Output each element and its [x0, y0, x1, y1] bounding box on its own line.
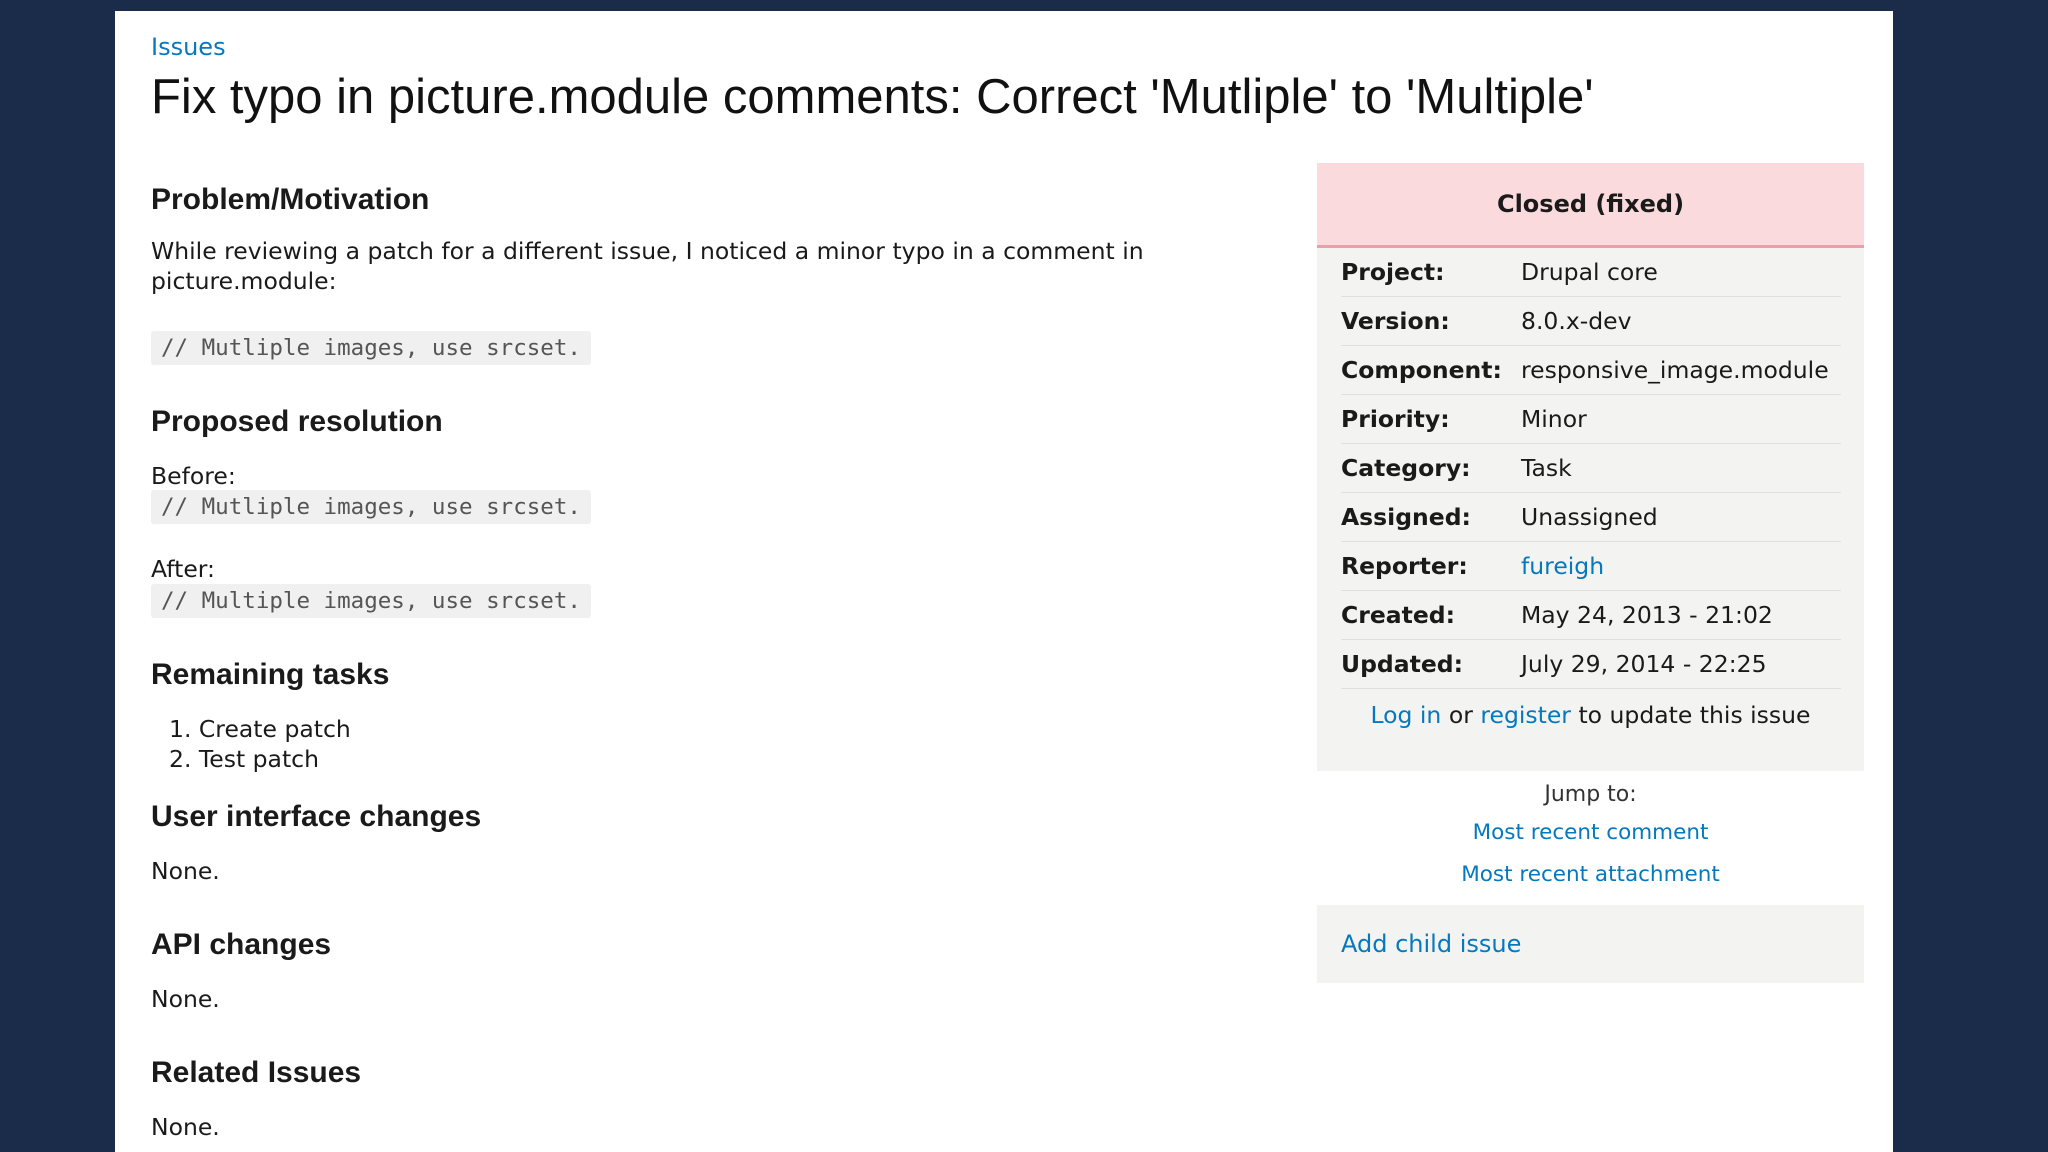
reporter-link[interactable]: fureigh	[1521, 552, 1605, 580]
api-changes-text: None.	[151, 985, 220, 1013]
meta-value: responsive_image.module	[1521, 356, 1829, 384]
ui-changes-text: None.	[151, 857, 220, 885]
meta-row-component	[1341, 346, 1841, 395]
related-heading: Related Issues	[151, 1056, 362, 1089]
add-child-issue-link[interactable]: Add child issue	[1341, 930, 1522, 958]
api-changes-heading: API changes	[151, 928, 332, 961]
jump-to-label: Jump to:	[1544, 782, 1637, 807]
meta-value: Unassigned	[1521, 503, 1658, 531]
most-recent-comment-link[interactable]: Most recent comment	[1472, 820, 1709, 845]
before-code: // Mutliple images, use srcset.	[151, 490, 591, 524]
page-title: Fix typo in picture.module comments: Correct 'Mutliple' to 'Multiple'	[151, 70, 1594, 124]
resolution-heading: Proposed resolution	[151, 405, 443, 438]
ui-changes-heading: User interface changes	[151, 800, 482, 833]
add-child-issue-box	[1317, 905, 1864, 983]
meta-label: Reporter:	[1341, 552, 1468, 580]
meta-label: Version:	[1341, 307, 1450, 335]
meta-row-project	[1341, 248, 1841, 297]
meta-value: July 29, 2014 - 22:25	[1521, 650, 1767, 678]
most-recent-attachment-link[interactable]: Most recent attachment	[1461, 862, 1720, 887]
meta-value: 8.0.x-dev	[1521, 307, 1632, 335]
meta-label: Priority:	[1341, 405, 1450, 433]
problem-code: // Mutliple images, use srcset.	[151, 331, 591, 365]
meta-label: Created:	[1341, 601, 1456, 629]
update-issue-line	[1317, 701, 1864, 729]
breadcrumb-issues-link[interactable]: Issues	[151, 33, 226, 61]
register-link[interactable]: register	[1480, 701, 1571, 729]
update-suffix-text: to update this issue	[1578, 701, 1811, 729]
jump-to	[1317, 778, 1864, 896]
issue-metadata	[1317, 248, 1864, 771]
before-label: Before:	[151, 462, 236, 490]
meta-row-reporter	[1341, 542, 1841, 591]
meta-value: Drupal core	[1521, 258, 1658, 286]
meta-row-version	[1341, 297, 1841, 346]
meta-value: Task	[1521, 454, 1572, 482]
meta-row-updated	[1341, 640, 1841, 689]
task-item: 1. Create patch	[169, 715, 351, 743]
meta-label: Assigned:	[1341, 503, 1471, 531]
meta-label: Component:	[1341, 356, 1502, 384]
meta-label: Updated:	[1341, 650, 1463, 678]
status-box	[1317, 163, 1864, 248]
meta-value: Minor	[1521, 405, 1587, 433]
problem-heading: Problem/Motivation	[151, 183, 430, 216]
problem-text: While reviewing a patch for a different issue, I noticed a minor typo in a comment in picture.module:	[151, 237, 1144, 295]
related-text: None.	[151, 1113, 220, 1141]
update-or-text: or	[1448, 701, 1473, 729]
after-label: After:	[151, 555, 215, 583]
meta-row-priority	[1341, 395, 1841, 444]
login-link[interactable]: Log in	[1370, 701, 1442, 729]
remaining-tasks-list	[151, 714, 351, 774]
meta-label: Project:	[1341, 258, 1445, 286]
task-item: 2. Test patch	[169, 745, 319, 773]
meta-row-category	[1341, 444, 1841, 493]
after-code: // Multiple images, use srcset.	[151, 584, 591, 618]
meta-row-assigned	[1341, 493, 1841, 542]
status-badge: Closed (fixed)	[1496, 190, 1685, 218]
meta-value: May 24, 2013 - 21:02	[1521, 601, 1773, 629]
meta-row-created	[1341, 591, 1841, 640]
remaining-heading: Remaining tasks	[151, 658, 390, 691]
issue-page	[115, 11, 1893, 1152]
meta-label: Category:	[1341, 454, 1471, 482]
